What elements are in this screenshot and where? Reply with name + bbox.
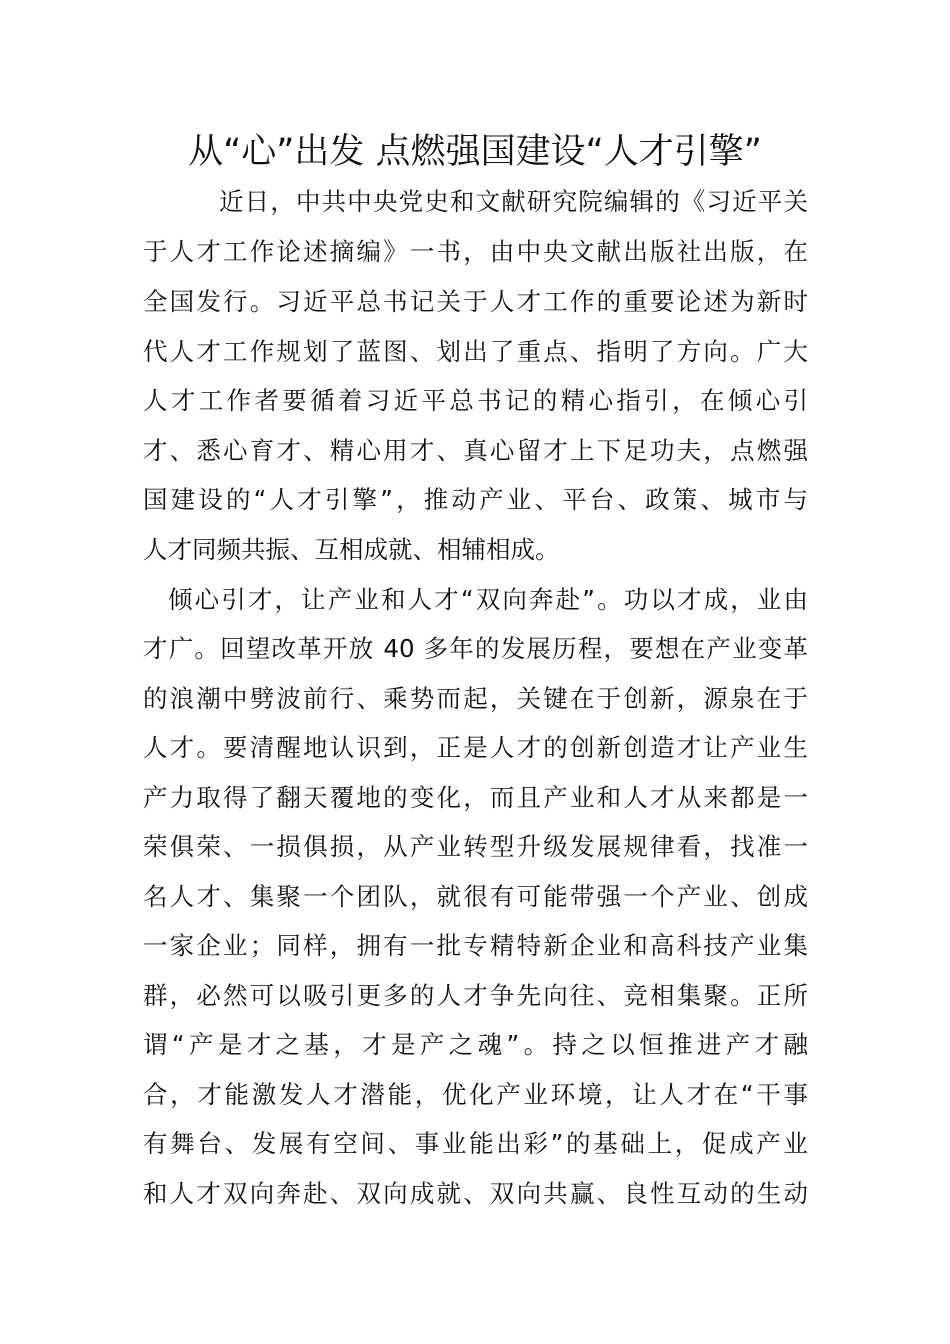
paragraph-line: 倾心引才，让产业和人才“双向奔赴”。功以才成，业由 <box>168 585 808 614</box>
paragraph-line: 才广。回望改革开放 40 多年的发展历程，要想在产业变革 <box>143 634 808 663</box>
paragraph-line: 于人才工作论述摘编》一书，由中央文献出版社出版，在 <box>143 237 808 266</box>
document-title: 从“心”出发 点燃强国建设“人才引擎” <box>188 132 762 172</box>
paragraph-line: 群，必然可以吸引更多的人才争先向往、竞相集聚。正所 <box>143 981 808 1010</box>
paragraph-line: 代人才工作规划了蓝图、划出了重点、指明了方向。广大 <box>143 337 808 366</box>
paragraph-line: 的浪潮中劈波前行、乘势而起，关键在于创新，源泉在于 <box>143 684 808 713</box>
paragraph-line: 产力取得了翻天覆地的变化，而且产业和人才从来都是一 <box>143 783 808 812</box>
paragraph-line: 才、悉心育才、精心用才、真心留才上下足功夫，点燃强 <box>143 436 808 465</box>
paragraph-line: 合，才能激发人才潜能，优化产业环境，让人才在“干事 <box>143 1080 808 1109</box>
paragraph-line: 和人才双向奔赴、双向成就、双向共赢、良性互动的生动 <box>143 1179 808 1208</box>
paragraph-line: 名人才、集聚一个团队，就很有可能带强一个产业、创成 <box>143 882 808 911</box>
paragraph-line: 一家企业；同样，拥有一批专精特新企业和高科技产业集 <box>143 931 808 960</box>
paragraph-line: 人才工作者要循着习近平总书记的精心指引，在倾心引 <box>143 386 808 415</box>
paragraph-line: 有舞台、发展有空间、事业能出彩”的基础上，促成产业 <box>143 1129 808 1158</box>
paragraph-line: 全国发行。习近平总书记关于人才工作的重要论述为新时 <box>143 287 808 316</box>
paragraph-line: 近日，中共中央党史和文献研究院编辑的《习近平关 <box>219 187 808 216</box>
paragraph-line: 人才同频共振、互相成就、相辅相成。 <box>143 535 560 564</box>
paragraph-line: 荣俱荣、一损俱损，从产业转型升级发展规律看，找准一 <box>143 832 808 861</box>
paragraph-line: 人才。要清醒地认识到，正是人才的创新创造才让产业生 <box>143 733 808 762</box>
paragraph-line: 国建设的“人才引擎”，推动产业、平台、政策、城市与 <box>143 485 808 514</box>
paragraph-line: 谓“产是才之基，才是产之魂”。持之以恒推进产才融 <box>143 1030 808 1059</box>
